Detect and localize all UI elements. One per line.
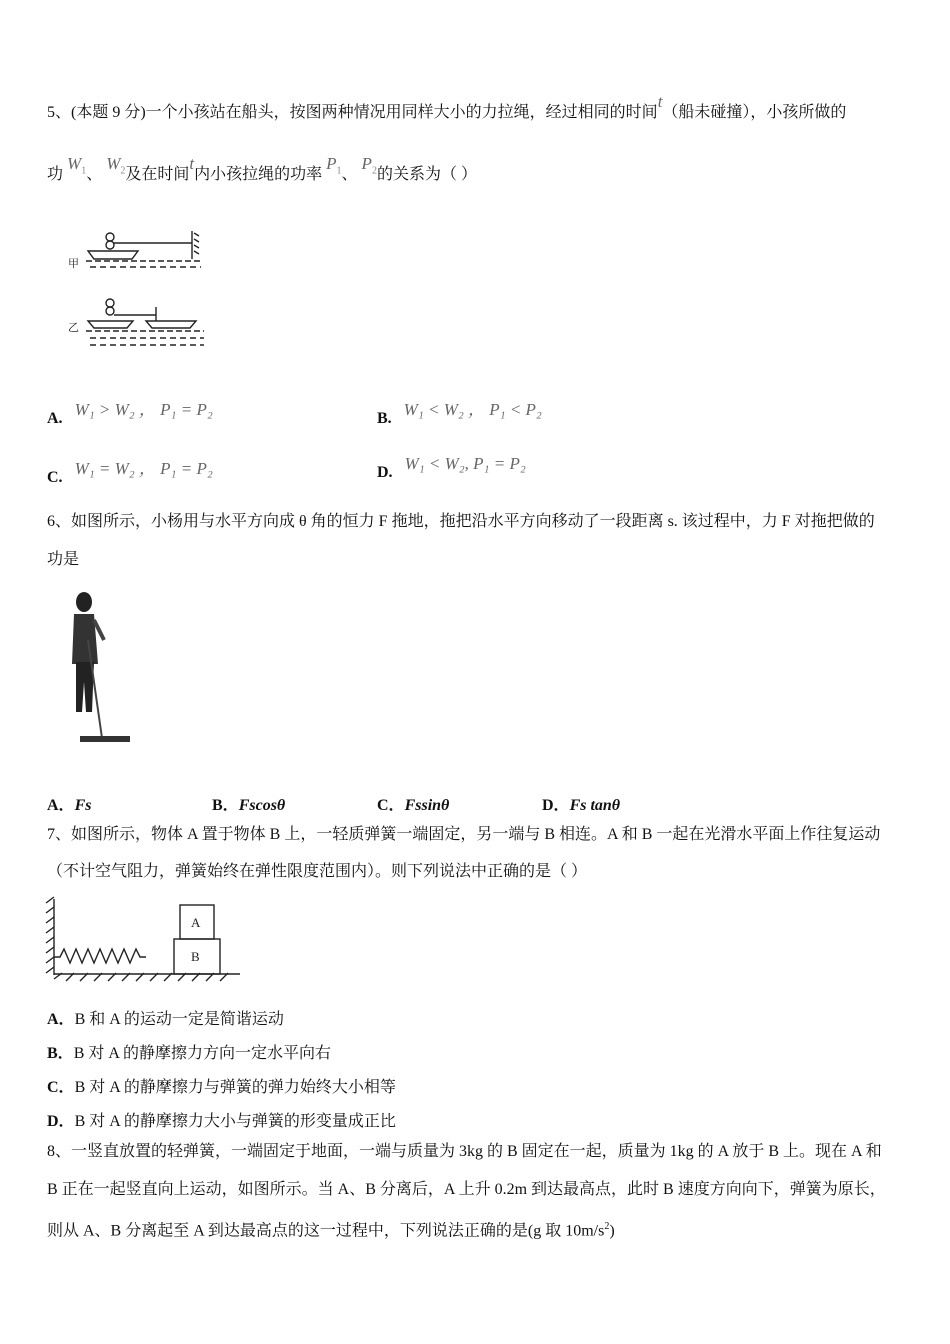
math-t: t [189, 154, 195, 173]
block-b-label: B [191, 949, 200, 964]
q8-line3 [47, 1217, 615, 1241]
q6-option-c[interactable]: C．Fssinθ [377, 797, 450, 814]
q5-text: 内小孩拉绳的功率 [194, 166, 323, 183]
math-w2: $W_2$ [106, 154, 126, 177]
q5-text: 的关系为（ ） [376, 166, 477, 183]
q8-text: 则从 A、B 分离起至 A 到达最高点的这一过程中，下列说法正确的是(g 取 10m/s [47, 1222, 605, 1240]
q5-text: 及在时间 [125, 166, 190, 183]
q5-option-b[interactable]: B. W₁ < W₂ ， P₁ < P₂ [377, 400, 542, 427]
fig-label-jia: 甲 [68, 258, 79, 270]
q5-line2 [47, 154, 477, 191]
q5-text: 功 [47, 166, 64, 183]
spring-block-figure [44, 895, 244, 987]
superscript: 2 [604, 1221, 610, 1232]
q5-line1 [47, 92, 847, 123]
q5-text: (本题 9 分)一个小孩站在船头，按图两种情况用同样大小的力拉绳，经过相同的时间 [71, 104, 658, 121]
math-p2: $P_2$ [361, 154, 377, 177]
q5-option-a[interactable]: A. W₁ > W₂ ， P₁ = P₂ [47, 400, 213, 427]
sep: 、 [86, 166, 103, 183]
fig-label-yi: 乙 [68, 322, 79, 334]
q5-number: 5、 [47, 104, 72, 121]
q7-line2: （不计空气阻力，弹簧始终在弹性限度范围内）。则下列说法中正确的是（ ） [47, 863, 588, 880]
math-t: t [657, 92, 663, 111]
q7-option-b[interactable]: B．B 对 A 的静摩擦力方向一定水平向右 [47, 1045, 332, 1062]
q5-option-d[interactable]: D. W₁ < W₂, P₁ = P₂ [377, 454, 526, 481]
q6-line2: 功是 [47, 551, 80, 568]
q5-option-c[interactable]: C. W₁ = W₂ ， P₁ = P₂ [47, 459, 213, 486]
q5-text-cont: （船未碰撞），小孩所做的 [662, 104, 847, 121]
q6-option-a[interactable]: A．Fs [47, 797, 92, 814]
math-p1: $P_1$ [326, 154, 342, 177]
sep: 、 [341, 166, 358, 183]
q7-option-a[interactable]: A．B 和 A 的运动一定是简谐运动 [47, 1011, 284, 1028]
q7-option-c[interactable]: C．B 对 A 的静摩擦力与弹簧的弹力始终大小相等 [47, 1079, 396, 1096]
q7-option-d[interactable]: D．B 对 A 的静摩擦力大小与弹簧的形变量成正比 [47, 1113, 396, 1130]
q8-close: ) [609, 1222, 615, 1240]
q8-line1: 8、一竖直放置的轻弹簧，一端固定于地面，一端与质量为 3kg 的 B 固定在一起，质量为 1kg 的 A 放于 B 上。现在 A 和 [47, 1143, 882, 1160]
q5-boat-figure [66, 225, 211, 350]
q6-option-d[interactable]: D．Fs tanθ [542, 797, 621, 814]
block-a-label: A [191, 915, 201, 930]
mopping-person-figure [62, 590, 137, 750]
q8-line2: B 正在一起竖直向上运动，如图所示。当 A、B 分离后，A 上升 0.2m 到达最高点，此时 B 速度方向向下，弹簧为原长， [47, 1181, 886, 1198]
math-w1: $W_1$ [67, 154, 87, 177]
q7-line1: 7、如图所示，物体 A 置于物体 B 上，一轻质弹簧一端固定，另一端与 B 相连。A 和 B 一起在光滑水平面上作往复运动 [47, 826, 881, 843]
q6-option-b[interactable]: B．Fscosθ [212, 797, 286, 814]
q6-line1: 6、如图所示，小杨用与水平方向成 θ 角的恒力 F 拖地，拖把沿水平方向移动了一段距离 s. 该过程中，力 F 对拖把做的 [47, 513, 875, 530]
